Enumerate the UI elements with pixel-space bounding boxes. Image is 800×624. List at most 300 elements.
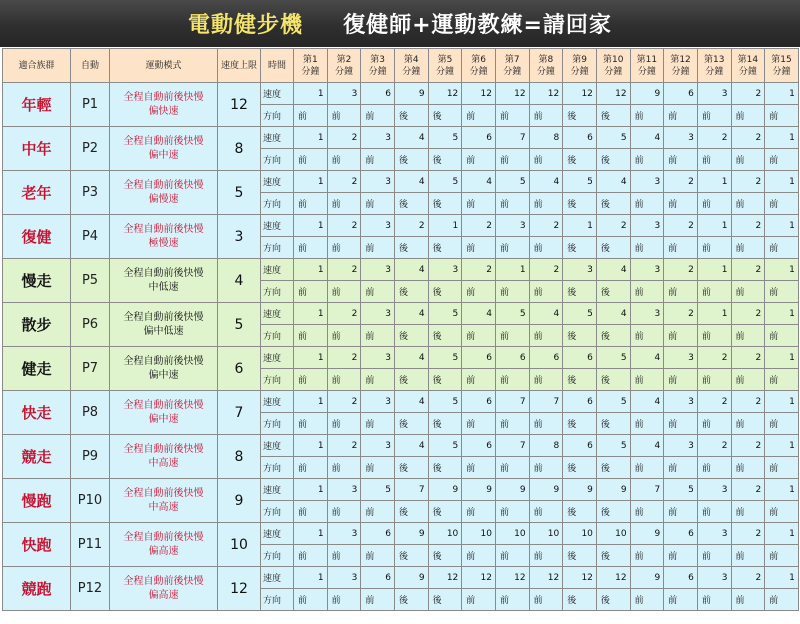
speed-value: 2 <box>664 171 698 193</box>
speed-value: 3 <box>361 303 395 325</box>
direction-value: 後 <box>596 325 630 347</box>
speed-value: 3 <box>361 259 395 281</box>
direction-value: 後 <box>394 105 428 127</box>
direction-value: 後 <box>394 325 428 347</box>
program-mode <box>110 127 218 171</box>
speed-value: 9 <box>630 523 664 545</box>
direction-value: 後 <box>428 237 462 259</box>
program-speed-limit: 5 <box>218 171 261 215</box>
header-minute-number: 第8 <box>538 54 554 65</box>
direction-value: 前 <box>697 193 731 215</box>
speed-value: 10 <box>596 523 630 545</box>
speed-value: 6 <box>664 567 698 589</box>
speed-value: 3 <box>327 479 361 501</box>
program-group: 競走 <box>3 435 71 479</box>
header-minute-number: 第11 <box>636 54 658 65</box>
program-code: P10 <box>71 479 110 523</box>
speed-value: 2 <box>731 567 765 589</box>
header-minute <box>697 49 731 83</box>
speed-value: 4 <box>630 435 664 457</box>
direction-value: 前 <box>765 105 799 127</box>
program-speed-row <box>3 171 799 193</box>
program-mode-line1: 全程自動前後快慢 <box>123 487 204 499</box>
program-mode-line1: 全程自動前後快慢 <box>123 443 204 455</box>
direction-value: 前 <box>462 589 496 611</box>
speed-value: 2 <box>529 259 563 281</box>
direction-value: 前 <box>294 105 328 127</box>
header-minute <box>596 49 630 83</box>
speed-value: 3 <box>361 391 395 413</box>
speed-value: 2 <box>327 215 361 237</box>
direction-value: 前 <box>327 545 361 567</box>
direction-value: 前 <box>630 237 664 259</box>
direction-value: 前 <box>495 413 529 435</box>
speed-value: 2 <box>731 347 765 369</box>
direction-value: 後 <box>596 237 630 259</box>
direction-value: 前 <box>731 545 765 567</box>
speed-value: 5 <box>428 171 462 193</box>
speed-value: 6 <box>664 523 698 545</box>
direction-value: 前 <box>361 413 395 435</box>
speed-value: 5 <box>596 391 630 413</box>
speed-value: 7 <box>495 435 529 457</box>
speed-value: 1 <box>697 215 731 237</box>
speed-value: 7 <box>630 479 664 501</box>
speed-value: 5 <box>596 127 630 149</box>
speed-value: 4 <box>529 303 563 325</box>
page-subtitle: 復健師+運動教練=請回家 <box>343 13 612 38</box>
speed-label: 速度 <box>261 435 294 457</box>
header-minute-unit: 分鐘 <box>705 66 724 77</box>
direction-value: 後 <box>428 501 462 523</box>
header-minute-number: 第7 <box>504 54 520 65</box>
speed-value: 1 <box>294 171 328 193</box>
speed-value: 10 <box>563 523 597 545</box>
speed-value: 4 <box>596 303 630 325</box>
direction-value: 前 <box>731 105 765 127</box>
direction-value: 後 <box>428 281 462 303</box>
speed-value: 2 <box>327 127 361 149</box>
direction-value: 前 <box>630 149 664 171</box>
direction-label: 方向 <box>261 237 294 259</box>
header-minute-unit: 分鐘 <box>301 66 320 77</box>
header-minute <box>294 49 328 83</box>
speed-value: 2 <box>731 215 765 237</box>
header-minute-unit: 分鐘 <box>570 66 589 77</box>
header-minute <box>495 49 529 83</box>
speed-value: 9 <box>529 479 563 501</box>
speed-value: 1 <box>697 171 731 193</box>
direction-value: 後 <box>563 281 597 303</box>
program-mode <box>110 83 218 127</box>
direction-value: 前 <box>697 589 731 611</box>
direction-value: 後 <box>563 193 597 215</box>
program-speed-row <box>3 479 799 501</box>
direction-value: 後 <box>394 149 428 171</box>
speed-value: 3 <box>697 479 731 501</box>
speed-value: 1 <box>765 127 799 149</box>
direction-value: 前 <box>462 501 496 523</box>
speed-value: 7 <box>495 127 529 149</box>
direction-value: 前 <box>731 457 765 479</box>
speed-value: 4 <box>630 127 664 149</box>
speed-value: 2 <box>664 215 698 237</box>
direction-value: 前 <box>529 545 563 567</box>
direction-value: 前 <box>630 281 664 303</box>
direction-value: 前 <box>664 325 698 347</box>
program-mode <box>110 171 218 215</box>
direction-value: 前 <box>664 193 698 215</box>
direction-value: 前 <box>495 325 529 347</box>
speed-value: 10 <box>462 523 496 545</box>
speed-value: 4 <box>630 347 664 369</box>
direction-value: 前 <box>327 237 361 259</box>
direction-value: 前 <box>630 501 664 523</box>
speed-value: 2 <box>327 391 361 413</box>
speed-value: 6 <box>462 391 496 413</box>
direction-value: 前 <box>495 149 529 171</box>
speed-value: 6 <box>563 127 597 149</box>
direction-value: 前 <box>462 149 496 171</box>
program-mode-line1: 全程自動前後快慢 <box>123 179 204 191</box>
speed-value: 1 <box>765 347 799 369</box>
speed-value: 9 <box>394 567 428 589</box>
program-group: 老年 <box>3 171 71 215</box>
speed-value: 4 <box>394 127 428 149</box>
program-mode-line1: 全程自動前後快慢 <box>123 399 204 411</box>
direction-label: 方向 <box>261 589 294 611</box>
direction-label: 方向 <box>261 281 294 303</box>
speed-value: 2 <box>697 347 731 369</box>
program-mode-line2: 偏高速 <box>148 545 179 557</box>
speed-value: 3 <box>327 83 361 105</box>
header-minute <box>563 49 597 83</box>
direction-label: 方向 <box>261 413 294 435</box>
direction-value: 前 <box>731 589 765 611</box>
direction-value: 前 <box>664 281 698 303</box>
program-mode-line1: 全程自動前後快慢 <box>123 355 204 367</box>
direction-value: 前 <box>529 589 563 611</box>
program-group: 慢跑 <box>3 479 71 523</box>
speed-value: 4 <box>394 347 428 369</box>
speed-value: 3 <box>563 259 597 281</box>
direction-value: 前 <box>327 281 361 303</box>
speed-value: 2 <box>462 215 496 237</box>
program-mode-line2: 偏中速 <box>148 369 179 381</box>
program-speed-row <box>3 303 799 325</box>
speed-value: 3 <box>664 391 698 413</box>
direction-value: 前 <box>630 589 664 611</box>
speed-value: 4 <box>596 259 630 281</box>
direction-value: 後 <box>428 545 462 567</box>
header-minute-unit: 分鐘 <box>536 66 555 77</box>
direction-value: 前 <box>664 369 698 391</box>
header-minute <box>731 49 765 83</box>
direction-value: 後 <box>596 545 630 567</box>
program-mode <box>110 259 218 303</box>
direction-value: 前 <box>529 281 563 303</box>
speed-value: 12 <box>529 83 563 105</box>
program-mode-line1: 全程自動前後快慢 <box>123 575 204 587</box>
direction-value: 前 <box>630 193 664 215</box>
speed-value: 2 <box>697 127 731 149</box>
speed-value: 3 <box>361 347 395 369</box>
direction-value: 前 <box>664 413 698 435</box>
direction-value: 前 <box>495 545 529 567</box>
speed-value: 3 <box>630 259 664 281</box>
program-mode <box>110 215 218 259</box>
speed-value: 6 <box>664 83 698 105</box>
speed-label: 速度 <box>261 259 294 281</box>
speed-value: 6 <box>495 347 529 369</box>
header-mode: 運動模式 <box>110 49 218 83</box>
program-mode-line1: 全程自動前後快慢 <box>123 267 204 279</box>
speed-value: 1 <box>765 259 799 281</box>
program-mode-line1: 全程自動前後快慢 <box>123 531 204 543</box>
direction-value: 前 <box>630 545 664 567</box>
program-speed-limit: 8 <box>218 127 261 171</box>
program-mode-line2: 偏中速 <box>148 413 179 425</box>
direction-value: 後 <box>394 193 428 215</box>
speed-value: 1 <box>294 567 328 589</box>
header-minute <box>327 49 361 83</box>
speed-value: 6 <box>462 127 496 149</box>
speed-value: 9 <box>630 567 664 589</box>
header-minute-number: 第2 <box>336 54 352 65</box>
speed-label: 速度 <box>261 171 294 193</box>
header-minute <box>462 49 496 83</box>
speed-value: 10 <box>529 523 563 545</box>
speed-value: 6 <box>361 83 395 105</box>
speed-value: 3 <box>630 215 664 237</box>
speed-value: 6 <box>462 347 496 369</box>
direction-value: 前 <box>462 413 496 435</box>
speed-value: 1 <box>294 391 328 413</box>
direction-value: 前 <box>697 105 731 127</box>
speed-value: 12 <box>495 83 529 105</box>
speed-value: 3 <box>327 523 361 545</box>
direction-value: 前 <box>361 149 395 171</box>
direction-value: 前 <box>529 325 563 347</box>
program-speed-limit: 9 <box>218 479 261 523</box>
direction-value: 前 <box>294 589 328 611</box>
speed-label: 速度 <box>261 523 294 545</box>
speed-value: 12 <box>462 567 496 589</box>
speed-value: 12 <box>596 567 630 589</box>
speed-value: 5 <box>495 171 529 193</box>
direction-value: 前 <box>294 457 328 479</box>
speed-value: 2 <box>697 391 731 413</box>
program-mode-line2: 偏高速 <box>148 589 179 601</box>
direction-value: 後 <box>596 501 630 523</box>
direction-value: 後 <box>563 149 597 171</box>
direction-label: 方向 <box>261 545 294 567</box>
direction-value: 前 <box>664 149 698 171</box>
direction-value: 後 <box>394 501 428 523</box>
speed-value: 1 <box>294 479 328 501</box>
direction-value: 後 <box>563 413 597 435</box>
program-speed-row <box>3 215 799 237</box>
direction-value: 前 <box>495 281 529 303</box>
direction-value: 前 <box>630 369 664 391</box>
speed-label: 速度 <box>261 83 294 105</box>
direction-value: 前 <box>664 237 698 259</box>
direction-value: 前 <box>630 413 664 435</box>
direction-label: 方向 <box>261 501 294 523</box>
program-code: P8 <box>71 391 110 435</box>
speed-value: 1 <box>294 215 328 237</box>
program-code: P1 <box>71 83 110 127</box>
speed-value: 5 <box>596 347 630 369</box>
speed-value: 4 <box>394 259 428 281</box>
speed-value: 1 <box>765 83 799 105</box>
speed-value: 10 <box>428 523 462 545</box>
speed-label: 速度 <box>261 303 294 325</box>
speed-value: 6 <box>563 347 597 369</box>
speed-value: 9 <box>495 479 529 501</box>
program-mode <box>110 347 218 391</box>
speed-value: 4 <box>394 171 428 193</box>
speed-value: 6 <box>462 435 496 457</box>
direction-value: 後 <box>428 325 462 347</box>
title-banner <box>0 0 800 47</box>
program-speed-limit: 5 <box>218 303 261 347</box>
program-speed-row <box>3 567 799 589</box>
speed-value: 4 <box>529 171 563 193</box>
direction-value: 後 <box>563 589 597 611</box>
header-minute <box>428 49 462 83</box>
speed-value: 3 <box>697 567 731 589</box>
speed-value: 9 <box>394 83 428 105</box>
program-speed-limit: 8 <box>218 435 261 479</box>
header-minute-number: 第1 <box>302 54 318 65</box>
program-group: 競跑 <box>3 567 71 611</box>
speed-value: 12 <box>495 567 529 589</box>
direction-value: 前 <box>529 413 563 435</box>
speed-value: 4 <box>596 171 630 193</box>
speed-value: 3 <box>495 215 529 237</box>
direction-value: 前 <box>327 193 361 215</box>
direction-value: 後 <box>428 457 462 479</box>
direction-value: 後 <box>394 281 428 303</box>
direction-value: 後 <box>394 369 428 391</box>
program-group: 中年 <box>3 127 71 171</box>
direction-value: 前 <box>697 325 731 347</box>
direction-value: 前 <box>495 501 529 523</box>
direction-value: 前 <box>327 501 361 523</box>
direction-value: 前 <box>697 545 731 567</box>
header-minute-unit: 分鐘 <box>503 66 522 77</box>
program-mode-line1: 全程自動前後快慢 <box>123 311 204 323</box>
header-minute-number: 第5 <box>437 54 453 65</box>
direction-value: 前 <box>731 193 765 215</box>
direction-value: 前 <box>462 237 496 259</box>
direction-value: 前 <box>361 325 395 347</box>
direction-value: 前 <box>765 589 799 611</box>
program-mode-line2: 偏中低速 <box>143 325 184 337</box>
speed-value: 5 <box>596 435 630 457</box>
speed-value: 2 <box>462 259 496 281</box>
direction-value: 前 <box>294 281 328 303</box>
direction-value: 後 <box>428 193 462 215</box>
program-mode <box>110 303 218 347</box>
speed-value: 5 <box>428 391 462 413</box>
speed-value: 5 <box>428 435 462 457</box>
speed-value: 3 <box>630 171 664 193</box>
direction-value: 前 <box>529 193 563 215</box>
direction-value: 後 <box>563 325 597 347</box>
program-speed-row <box>3 83 799 105</box>
header-minute-unit: 分鐘 <box>604 66 623 77</box>
direction-value: 前 <box>529 369 563 391</box>
speed-value: 3 <box>428 259 462 281</box>
program-table <box>2 48 799 611</box>
direction-value: 前 <box>294 149 328 171</box>
speed-value: 2 <box>731 83 765 105</box>
program-mode-line2: 偏中速 <box>148 149 179 161</box>
speed-value: 12 <box>462 83 496 105</box>
program-group: 健走 <box>3 347 71 391</box>
direction-value: 後 <box>394 413 428 435</box>
program-mode-line1: 全程自動前後快慢 <box>123 135 204 147</box>
direction-value: 前 <box>361 193 395 215</box>
direction-value: 前 <box>361 237 395 259</box>
program-speed-limit: 12 <box>218 83 261 127</box>
direction-value: 前 <box>462 281 496 303</box>
speed-value: 2 <box>327 435 361 457</box>
direction-value: 後 <box>394 237 428 259</box>
program-code: P11 <box>71 523 110 567</box>
speed-value: 3 <box>361 171 395 193</box>
speed-value: 1 <box>294 523 328 545</box>
direction-value: 前 <box>765 457 799 479</box>
program-code: P4 <box>71 215 110 259</box>
direction-label: 方向 <box>261 325 294 347</box>
direction-value: 前 <box>495 193 529 215</box>
program-mode-line2: 極慢速 <box>148 237 179 249</box>
speed-label: 速度 <box>261 215 294 237</box>
direction-value: 前 <box>361 589 395 611</box>
direction-label: 方向 <box>261 369 294 391</box>
direction-label: 方向 <box>261 149 294 171</box>
program-code: P12 <box>71 567 110 611</box>
speed-value: 7 <box>394 479 428 501</box>
direction-value: 後 <box>563 105 597 127</box>
speed-value: 12 <box>596 83 630 105</box>
speed-value: 1 <box>294 83 328 105</box>
speed-value: 1 <box>697 259 731 281</box>
header-row <box>3 49 799 83</box>
direction-value: 前 <box>462 457 496 479</box>
header-minute-number: 第14 <box>737 54 759 65</box>
speed-value: 10 <box>495 523 529 545</box>
direction-value: 前 <box>327 149 361 171</box>
speed-value: 1 <box>294 127 328 149</box>
direction-value: 前 <box>361 501 395 523</box>
header-minute-number: 第10 <box>603 54 624 65</box>
speed-value: 2 <box>731 523 765 545</box>
direction-value: 前 <box>327 413 361 435</box>
speed-value: 1 <box>294 259 328 281</box>
speed-value: 1 <box>697 303 731 325</box>
speed-value: 4 <box>462 303 496 325</box>
program-group: 快走 <box>3 391 71 435</box>
direction-value: 前 <box>630 457 664 479</box>
direction-value: 前 <box>361 105 395 127</box>
header-limit: 速度上限 <box>218 49 261 83</box>
speed-value: 3 <box>327 567 361 589</box>
direction-value: 後 <box>428 589 462 611</box>
